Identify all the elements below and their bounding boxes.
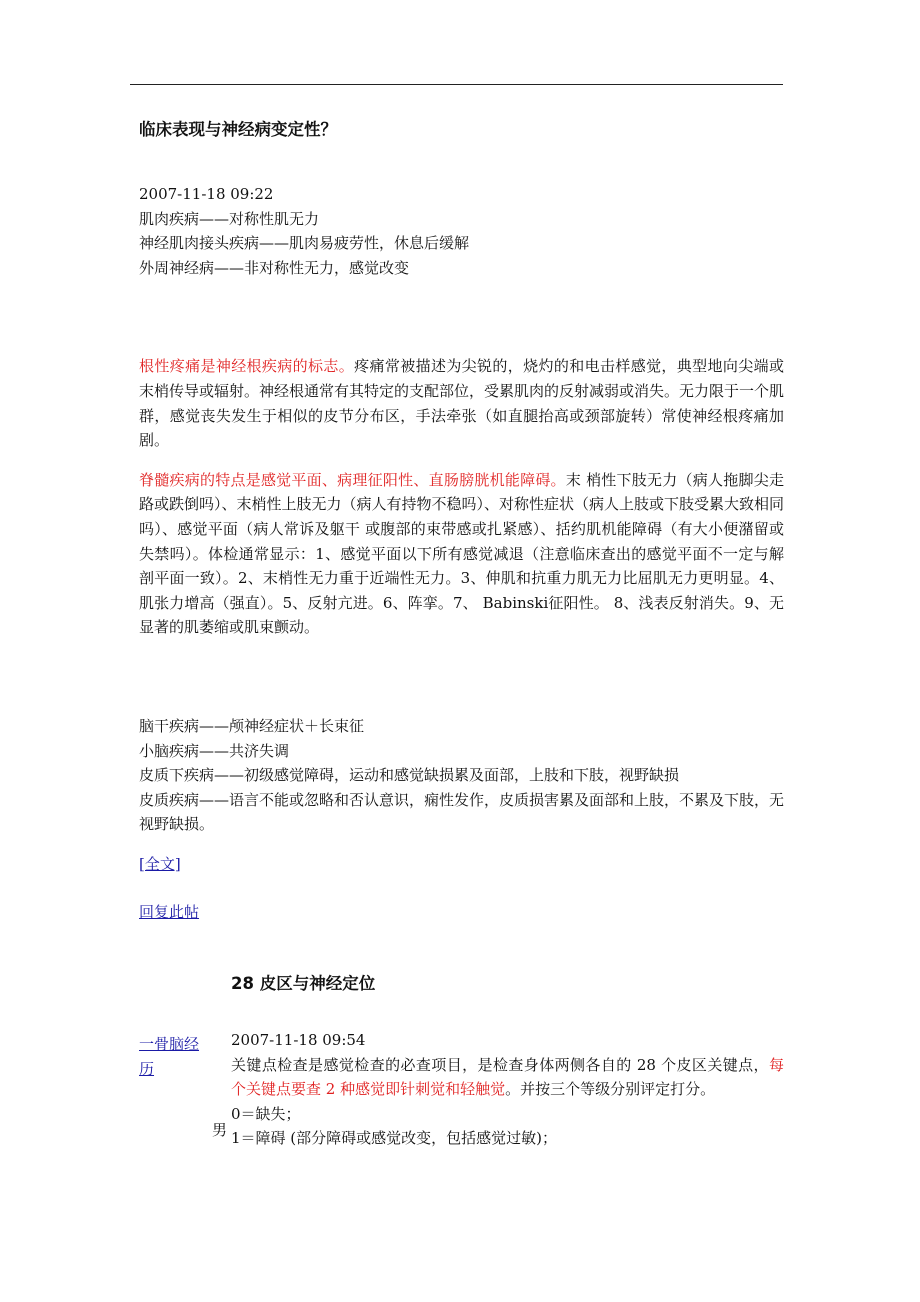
top-divider [130,84,783,85]
reply-timestamp: 2007-11-18 09:54 [231,1031,366,1049]
post-title: 临床表现与神经病变定性？ [139,120,337,139]
highlight-text: 脊髓疾病的特点是感觉平面、病理征阳性、直肠膀胱机能障碍。 [139,470,566,489]
paragraph-text: 末 梢性下肢无力（病人拖脚尖走路或跌倒吗）、末梢性上肢无力（病人有持物不稳吗）、对称性症状（病人上肢或下肢受累大致相同吗）、感觉平面（病人常诉及躯干 或腹部的束带感或扎紧感）、括约肌机能障碍（有大小便潴留或失禁吗）。体检通常显示：1、感觉平面以下所有感觉减退（注意临床查出的感觉平面不一定与解剖平面一致）。2、末梢性无力重于近端性无力。3、伸肌和抗重力肌无力比屈肌无力更明显。4、肌张力增高（强直）。5、反射亢进。6、阵挛。7、 Babinski征阳性。 8、浅表反射消失。9、无显著的肌萎缩或肌束颤动。 [139,470,785,637]
spinal-cord-paragraph [139,468,784,640]
intro-line: 外周神经病——非对称性无力，感觉改变 [139,258,410,277]
reply-title: 28 皮区与神经定位 [231,974,376,993]
post-timestamp: 2007-11-18 09:22 [139,185,274,203]
brain-line: 小脑疾病——共济失调 [139,741,290,760]
intro-line: 神经肌肉接头疾病——肌肉易疲劳性，休息后缓解 [139,234,470,253]
author-gender: 男 [212,1121,228,1139]
scale-item: 0＝缺失； [231,1104,301,1123]
highlight-text: 根性疼痛是神经根疾病的标志。 [139,357,355,376]
reply-paragraph [231,1053,784,1102]
brain-line: 脑干疾病——颅神经症状＋长束征 [139,716,365,735]
paragraph-text: 。并按三个等级分别评定打分。 [505,1080,716,1099]
paragraph-text: 关键点检查是感觉检查的必查项目，是检查身体两侧各自的 28 个皮区关键点， [231,1055,769,1074]
full-text-link[interactable]: [全文] [139,854,181,873]
intro-line: 肌肉疾病——对称性肌无力 [139,209,320,228]
brain-line: 皮质下疾病——初级感觉障碍，运动和感觉缺损累及面部，上肢和下肢，视野缺损 [139,766,680,785]
brain-line: 皮质疾病——语言不能或忽略和否认意识，痫性发作，皮质损害累及面部和上肢，不累及下肢，无视野缺损。 [139,790,785,834]
post-body [139,118,784,925]
author-link[interactable]: 一骨脑经历 [139,1035,200,1078]
paragraph-text: 疼痛常被描述为尖锐的，烧灼的和电击样感觉，典型地向尖端或末梢传导或辐射。神经根通常有其特定的支配部位，受累肌肉的反射减弱或消失。无力限于一个肌群，感觉丧失发生于相似的皮节分布区，手法牵张（如直腿抬高或颈部旋转）常使神经根疼痛加剧。 [139,357,785,450]
nerve-root-paragraph [139,354,784,452]
highlight-text: 每个关键点要查 2 种感觉即针刺觉和轻触觉 [231,1055,784,1099]
scale-item: 1＝障碍 (部分障碍或感觉改变，包括感觉过敏)； [231,1129,558,1148]
reply-link[interactable]: 回复此帖 [139,903,200,922]
reply-body [231,1028,784,1151]
